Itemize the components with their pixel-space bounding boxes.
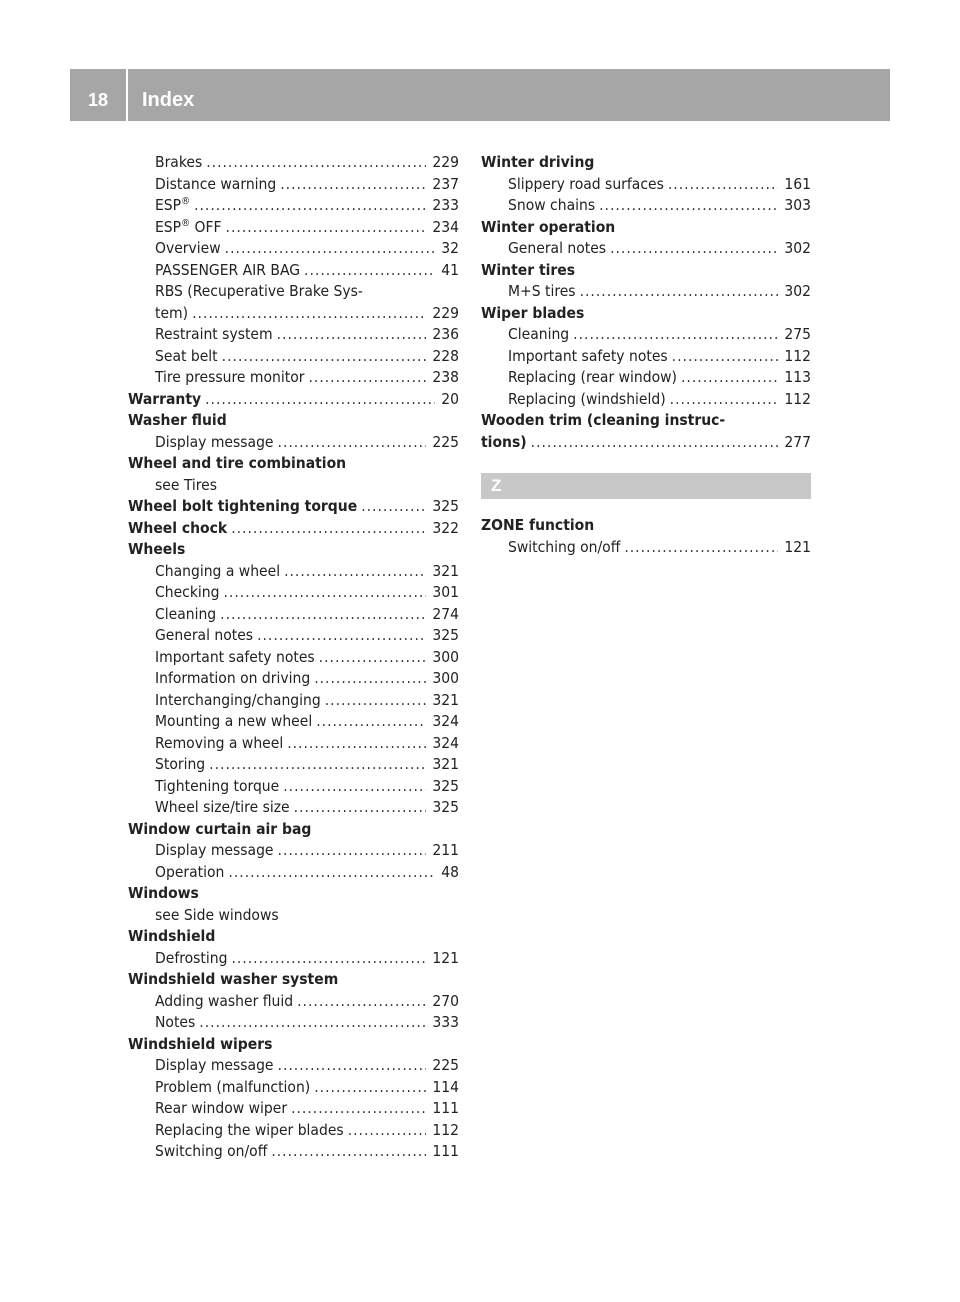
index-entry [481, 389, 811, 411]
index-entry [128, 711, 459, 733]
index-entry [128, 733, 459, 755]
page-title: Index [142, 89, 195, 111]
page-reference: 324 [432, 733, 459, 752]
page-reference: 228 [432, 346, 459, 365]
page-reference: 112 [432, 1120, 459, 1139]
leader-dots [297, 991, 426, 1013]
entry-label: Removing a wheel [155, 733, 284, 752]
entry-label: Display message [155, 1056, 274, 1074]
entry-label: Windows [128, 884, 199, 902]
leader-dots [573, 324, 778, 346]
entry-label: Operation [155, 862, 225, 881]
index-entry [128, 238, 459, 260]
entry-label: ZONE function [481, 516, 595, 534]
index-entry-main [481, 432, 811, 454]
entry-label: tions) [481, 432, 527, 451]
entry-label: Cleaning [155, 604, 217, 623]
leader-dots [257, 625, 426, 647]
entry-label: Checking [155, 583, 220, 601]
entry-label: Overview [155, 239, 221, 257]
leader-dots [206, 152, 426, 174]
page-reference: 112 [784, 346, 811, 365]
page-reference: 233 [432, 196, 459, 214]
index-entry-main [128, 389, 459, 411]
entry-label: see Tires [155, 475, 218, 494]
leader-dots [287, 733, 426, 755]
leader-dots [681, 367, 778, 389]
page-reference: 111 [432, 1099, 459, 1117]
leader-dots [199, 1012, 426, 1034]
header-divider [126, 69, 128, 121]
entry-label: Defrosting [155, 948, 228, 967]
entry-label: Wheel chock [128, 518, 228, 537]
page-reference: 302 [784, 282, 811, 300]
index-entry [128, 690, 459, 712]
index-heading [128, 969, 459, 991]
entry-label: Distance warning [155, 174, 277, 193]
leader-dots [194, 195, 426, 217]
index-entry [128, 905, 459, 927]
index-entry [128, 152, 459, 174]
page-reference: 277 [784, 432, 811, 451]
page-number: 18 [87, 90, 109, 110]
entry-label: Problem (malfunction) [155, 1077, 311, 1096]
page-reference: 161 [784, 174, 811, 193]
entry-label: Replacing the wiper blades [155, 1120, 344, 1139]
page-reference: 237 [432, 174, 459, 193]
page-reference: 225 [432, 432, 459, 451]
index-entry [128, 1141, 459, 1163]
leader-dots [231, 948, 426, 970]
registered-mark: ® [181, 217, 191, 229]
page-reference: 41 [441, 260, 459, 279]
page-reference: 32 [441, 239, 459, 257]
leader-dots [220, 604, 426, 626]
leader-dots [280, 174, 426, 196]
page-reference: 114 [432, 1077, 459, 1096]
entry-label: Wiper blades [481, 303, 585, 322]
index-entry [128, 324, 459, 346]
index-entry [128, 1120, 459, 1142]
entry-label: Restraint system [155, 325, 273, 343]
page-reference: 322 [432, 518, 459, 537]
leader-dots [231, 518, 426, 540]
entry-label: Information on driving [155, 669, 311, 687]
entry-label: Wooden trim (cleaning instruc- [481, 411, 726, 429]
page-reference: 20 [441, 389, 459, 408]
entry-label: RBS (Recuperative Brake Sys- [155, 282, 363, 300]
index-entry [128, 1098, 459, 1120]
leader-dots [325, 690, 427, 712]
entry-label: Slippery road surfaces [508, 174, 664, 193]
index-entry [128, 754, 459, 776]
leader-dots [284, 561, 426, 583]
index-heading [128, 410, 459, 432]
leader-dots [278, 1055, 427, 1077]
leader-dots [670, 389, 779, 411]
entry-label: Wheel size/tire size [155, 798, 290, 816]
leader-dots [271, 1141, 426, 1163]
entry-label: General notes [155, 626, 254, 644]
page-reference: 238 [432, 368, 459, 386]
index-heading [128, 819, 459, 841]
leader-dots [314, 668, 426, 690]
index-entry [128, 1055, 459, 1077]
leader-dots [668, 174, 779, 196]
leader-dots [291, 1098, 426, 1120]
index-entry-main [128, 496, 459, 518]
index-entry [481, 537, 811, 559]
entry-label: General notes [508, 239, 607, 257]
entry-label: Switching on/off [508, 537, 621, 556]
page-reference: 321 [432, 561, 459, 580]
page-reference: 321 [432, 690, 459, 709]
entry-label: ESP® OFF [155, 217, 222, 236]
leader-dots [610, 238, 778, 260]
index-heading [481, 515, 811, 537]
index-entry [128, 195, 459, 217]
entry-label: Winter driving [481, 153, 595, 171]
entry-label: Adding washer fluid [155, 991, 294, 1010]
page-reference: 225 [432, 1056, 459, 1074]
index-entry [481, 346, 811, 368]
page-reference: 211 [432, 841, 459, 859]
entry-label: Cleaning [508, 325, 570, 343]
page-reference: 48 [441, 862, 459, 881]
entry-label: Display message [155, 432, 274, 451]
index-heading [481, 303, 811, 325]
entry-label: Windshield washer system [128, 970, 339, 988]
entry-label: Seat belt [155, 346, 218, 365]
index-heading [128, 539, 459, 561]
leader-dots [222, 346, 427, 368]
index-entry [128, 217, 459, 239]
page-reference: 275 [784, 325, 811, 343]
index-heading [128, 926, 459, 948]
leader-dots [277, 324, 427, 346]
page-reference: 229 [432, 153, 459, 171]
leader-dots [580, 281, 779, 303]
page-reference: 303 [784, 196, 811, 214]
page-header [70, 69, 890, 121]
index-entry [128, 260, 459, 282]
page-reference: 121 [432, 948, 459, 967]
leader-dots [624, 537, 778, 559]
entry-label: Changing a wheel [155, 561, 281, 580]
page-reference: 300 [432, 647, 459, 666]
index-entry [481, 281, 811, 303]
leader-dots [223, 582, 426, 604]
index-entry [128, 303, 459, 325]
index-entry [128, 840, 459, 862]
entry-label: Tightening torque [155, 776, 280, 795]
index-column-left [128, 152, 459, 1163]
leader-dots [314, 1077, 426, 1099]
index-letter-heading: Z [481, 473, 811, 499]
index-entry [128, 797, 459, 819]
leader-dots [205, 389, 435, 411]
index-entry [128, 346, 459, 368]
page-reference: 234 [432, 217, 459, 236]
entry-label: M+S tires [508, 282, 576, 300]
entry-label: ESP® [155, 196, 191, 214]
entry-label: Winter operation [481, 217, 616, 236]
leader-dots [278, 840, 427, 862]
page-reference: 325 [432, 798, 459, 816]
entry-label: Tire pressure monitor [155, 368, 305, 386]
entry-label: Brakes [155, 153, 203, 171]
index-heading [481, 410, 811, 432]
entry-label: Windshield wipers [128, 1034, 273, 1053]
index-entry [128, 625, 459, 647]
index-heading [128, 883, 459, 905]
leader-dots [283, 776, 426, 798]
entry-label: Window curtain air bag [128, 819, 312, 838]
entry-label: Rear window wiper [155, 1099, 288, 1117]
index-heading [481, 152, 811, 174]
entry-label: Snow chains [508, 196, 596, 214]
page-reference: 121 [784, 537, 811, 556]
page-reference: 325 [432, 497, 459, 515]
index-entry [128, 281, 459, 303]
registered-mark: ® [181, 196, 191, 207]
page-reference: 274 [432, 604, 459, 623]
entry-label: Mounting a new wheel [155, 712, 313, 730]
index-heading [481, 260, 811, 282]
page-reference: 111 [432, 1142, 459, 1160]
entry-label: Switching on/off [155, 1142, 268, 1160]
index-entry [128, 367, 459, 389]
page-reference: 113 [784, 368, 811, 386]
page-reference: 270 [432, 991, 459, 1010]
index-entry [128, 1077, 459, 1099]
leader-dots [304, 260, 435, 282]
index-entry [481, 324, 811, 346]
index-entry [128, 862, 459, 884]
leader-dots [599, 195, 778, 217]
index-entry [481, 174, 811, 196]
page-reference: 325 [432, 776, 459, 795]
entry-label: Notes [155, 1013, 196, 1031]
entry-label: Washer fluid [128, 411, 227, 429]
index-entry [481, 367, 811, 389]
page-reference: 321 [432, 755, 459, 773]
leader-dots [294, 797, 427, 819]
index-entry [128, 948, 459, 970]
index-entry [128, 991, 459, 1013]
entry-label: Replacing (rear window) [508, 368, 677, 386]
page-reference: 300 [432, 669, 459, 687]
entry-label: Wheel bolt tightening torque [128, 497, 358, 515]
index-entry [128, 604, 459, 626]
index-heading [481, 217, 811, 239]
entry-label: PASSENGER AIR BAG [155, 260, 301, 279]
index-entry [481, 195, 811, 217]
entry-label: see Side windows [155, 905, 279, 924]
leader-dots [278, 432, 427, 454]
entry-label: Wheels [128, 540, 186, 558]
leader-dots [308, 367, 426, 389]
entry-label: tem) [155, 303, 189, 322]
page-reference: 301 [432, 583, 459, 601]
entry-label: Warranty [128, 389, 202, 408]
entry-label: Storing [155, 755, 206, 773]
index-entry [128, 776, 459, 798]
leader-dots [192, 303, 426, 325]
entry-label: Windshield [128, 927, 216, 945]
leader-dots [226, 217, 427, 239]
index-entry [128, 432, 459, 454]
entry-label: Important safety notes [508, 346, 668, 365]
leader-dots [348, 1120, 427, 1142]
leader-dots [225, 238, 436, 260]
index-entry [128, 561, 459, 583]
page-reference: 112 [784, 389, 811, 408]
leader-dots [228, 862, 435, 884]
index-heading [128, 1034, 459, 1056]
leader-dots [531, 432, 779, 454]
index-entry [128, 668, 459, 690]
entry-label: Replacing (windshield) [508, 389, 666, 408]
page-reference: 302 [784, 239, 811, 257]
page-reference: 324 [432, 712, 459, 730]
leader-dots [209, 754, 426, 776]
entry-label: Important safety notes [155, 647, 315, 666]
page-reference: 236 [432, 325, 459, 343]
entry-label: Display message [155, 841, 274, 859]
entry-label: Wheel and tire combination [128, 454, 347, 472]
index-entry-main [128, 518, 459, 540]
page-reference: 333 [432, 1013, 459, 1031]
index-entry [128, 647, 459, 669]
page-reference: 325 [432, 626, 459, 644]
entry-label: Winter tires [481, 260, 576, 279]
index-entry [128, 174, 459, 196]
leader-dots [319, 647, 427, 669]
index-column-right [481, 152, 811, 558]
leader-dots [316, 711, 426, 733]
page-reference: 229 [432, 303, 459, 322]
entry-label: Interchanging/changing [155, 690, 321, 709]
leader-dots [361, 496, 426, 518]
index-entry [128, 1012, 459, 1034]
leader-dots [672, 346, 779, 368]
index-entry [481, 238, 811, 260]
index-entry [128, 582, 459, 604]
index-heading [128, 453, 459, 475]
index-entry [128, 475, 459, 497]
